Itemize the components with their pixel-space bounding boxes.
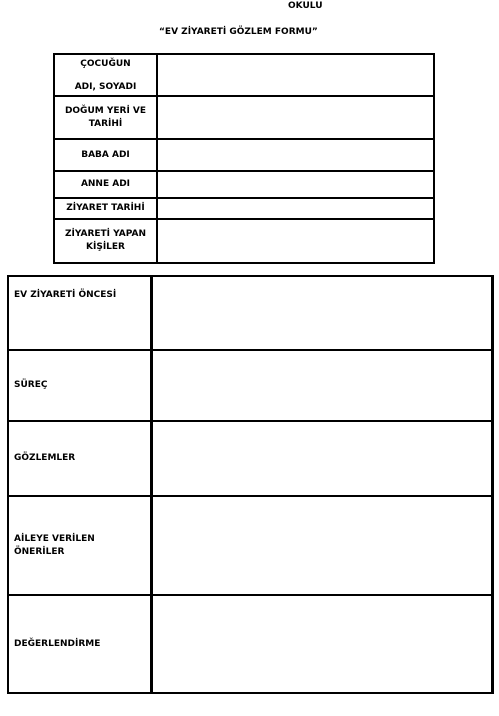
label-line: TARİHİ <box>88 119 123 129</box>
label-line: SÜREÇ <box>14 380 48 390</box>
family-suggestions-field[interactable] <box>152 496 493 595</box>
table-row <box>54 219 434 263</box>
label-line: BABA ADI <box>81 149 130 160</box>
birth-place-date-label <box>54 96 157 139</box>
observations-field[interactable] <box>152 421 493 496</box>
process-label <box>8 350 152 421</box>
label-line: DOĞUM YERİ VE <box>64 106 147 116</box>
label-line: ZİYARET TARİHİ <box>66 203 145 213</box>
table-row <box>8 350 493 421</box>
birth-place-date-field[interactable] <box>157 96 434 139</box>
table-row <box>8 595 493 693</box>
child-name-label <box>54 54 157 96</box>
process-field[interactable] <box>152 350 493 421</box>
table-row <box>54 198 434 219</box>
table-row <box>8 496 493 595</box>
label-line: KİŞİLER <box>86 242 125 252</box>
label-line: EV ZİYARETİ ÖNCESİ <box>14 290 117 300</box>
visitors-field[interactable] <box>157 219 434 263</box>
father-name-label <box>54 139 157 171</box>
table-row <box>54 54 434 96</box>
evaluation-field[interactable] <box>152 595 493 693</box>
school-name-label: OKULU <box>288 1 323 11</box>
label-line: ÖNERİLER <box>14 546 65 557</box>
label-line: ZİYARETİ YAPAN <box>64 229 147 239</box>
visit-date-field[interactable] <box>157 198 434 219</box>
form-title: “EV ZİYARETİ GÖZLEM FORMU” <box>159 27 318 37</box>
pre-visit-label <box>8 276 152 350</box>
label-line: ANNE ADI <box>80 179 131 189</box>
evaluation-label <box>8 595 152 693</box>
mother-name-field[interactable] <box>157 171 434 198</box>
visitors-label <box>54 219 157 263</box>
label-line: DEĞERLENDİRME <box>14 638 101 649</box>
pre-visit-field[interactable] <box>152 276 493 350</box>
table-row <box>54 96 434 139</box>
mother-name-label <box>54 171 157 198</box>
home-visit-table <box>7 275 494 694</box>
label-line: GÖZLEMLER <box>14 453 76 463</box>
family-suggestions-label <box>8 496 152 595</box>
table-row <box>8 421 493 496</box>
table-row <box>8 276 493 350</box>
child-name-field[interactable] <box>157 54 434 96</box>
table-row <box>54 171 434 198</box>
observations-label <box>8 421 152 496</box>
label-line: ÇOCUĞUN <box>80 59 131 69</box>
label-line: AİLEYE VERİLEN <box>14 533 95 544</box>
father-name-field[interactable] <box>157 139 434 171</box>
label-line: ADI, SOYADI <box>74 82 137 92</box>
table-row <box>54 139 434 171</box>
visit-date-label <box>54 198 157 219</box>
child-info-table <box>53 53 435 264</box>
